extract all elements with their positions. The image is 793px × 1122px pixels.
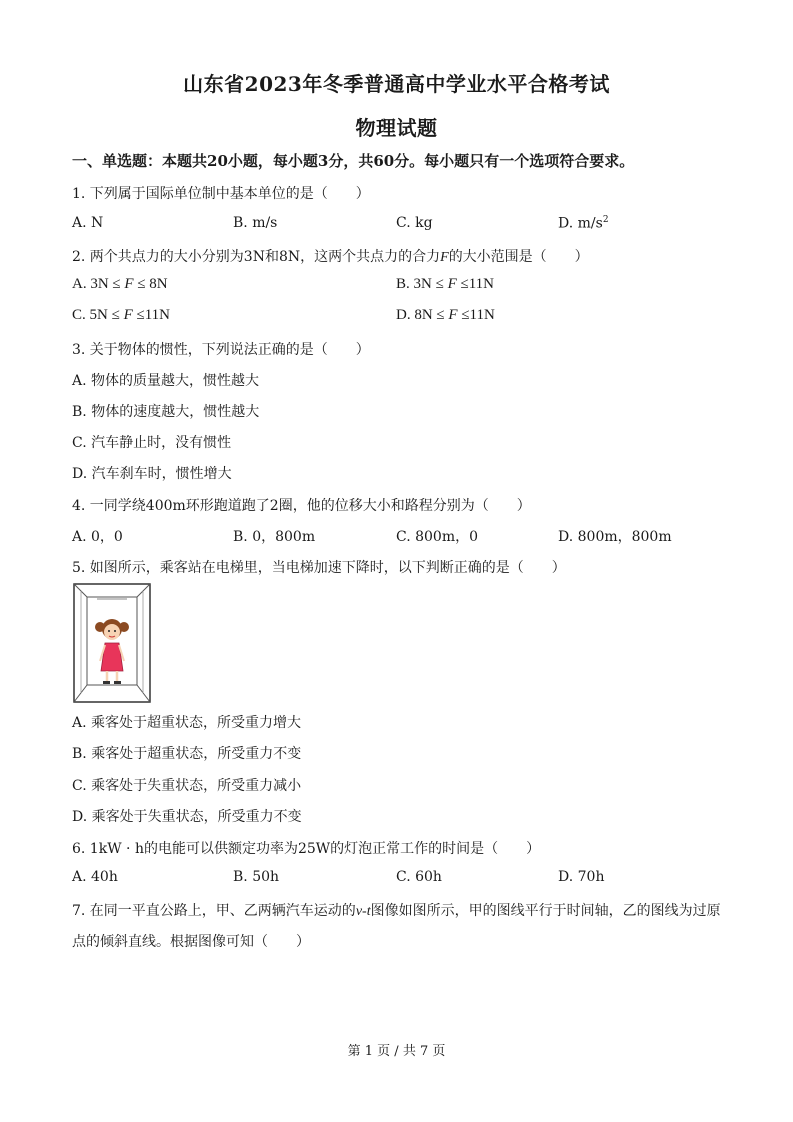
- page-footer: 第 1 页 / 共 7 页: [347, 1044, 446, 1059]
- exam-title: 山东省2023年冬季普通高中学业水平合格考试: [183, 72, 610, 96]
- q3-stem: 3. 关于物体的惯性，下列说法正确的是（ ）: [72, 342, 370, 358]
- q4-stem: 4. 一同学绕400m环形跑道跑了2圈，他的位移大小和路程分别为（ ）: [72, 498, 531, 514]
- q2-option-a: A. 3N ≤ F ≤ 8N: [72, 276, 168, 292]
- q7-stem-line2: 点的倾斜直线。根据图像可知（ ）: [72, 934, 310, 950]
- q2-stem: 2. 两个共点力的大小分别为3N和8N，这两个共点力的合力F的大小范围是（ ）: [72, 249, 589, 265]
- section-heading: 一、单选题：本题共20小题，每小题3分，共60分。每小题只有一个选项符合要求。: [72, 152, 635, 170]
- q1-option-d: D. $m/s^2$: [558, 215, 609, 232]
- q3-option-d: D. 汽车刹车时，惯性增大: [72, 466, 232, 482]
- q6-stem: 6. 1kW · h的电能可以供额定功率为25W的灯泡正常工作的时间是（ ）: [72, 841, 541, 857]
- q5-option-b: B. 乘客处于超重状态，所受重力不变: [72, 746, 302, 762]
- q6-option-d: D. 70h: [558, 869, 605, 885]
- q5-option-a: A. 乘客处于超重状态，所受重力增大: [72, 715, 302, 731]
- q6-option-c: C. 60h: [396, 869, 442, 885]
- q4-option-c: C. 800m，0: [396, 529, 479, 545]
- q4-option-d: D. 800m，800m: [558, 529, 672, 545]
- q3-option-c: C. 汽车静止时，没有惯性: [72, 435, 232, 451]
- q3-option-b: B. 物体的速度越大，惯性越大: [72, 404, 260, 420]
- q2-option-b: B. 3N ≤ F ≤11N: [396, 276, 495, 292]
- q1-stem: 1. 下列属于国际单位制中基本单位的是（ ）: [72, 186, 370, 202]
- q7-stem: 7. 在同一平直公路上，甲、乙两辆汽车运动的v-t图像如图所示，甲的图线平行于时间轴，乙的图线为过原: [72, 903, 721, 919]
- q3-option-a: A. 物体的质量越大，惯性越大: [72, 373, 260, 389]
- q6-option-a: A. 40h: [72, 869, 118, 885]
- elevator-passenger-figure: [73, 583, 151, 703]
- q1-option-c: C. kg: [396, 215, 433, 231]
- q1-option-a: A. N: [72, 215, 104, 231]
- q4-option-b: B. 0，800m: [233, 529, 316, 545]
- q5-option-d: D. 乘客处于失重状态，所受重力不变: [72, 809, 302, 825]
- q1-option-b: B. m/s: [233, 215, 278, 231]
- q5-option-c: C. 乘客处于失重状态，所受重力减小: [72, 778, 302, 794]
- exam-subtitle: 物理试题: [355, 116, 438, 140]
- q6-option-b: B. 50h: [233, 869, 280, 885]
- q2-option-d: D. 8N ≤ F ≤11N: [396, 307, 495, 323]
- q5-stem: 5. 如图所示，乘客站在电梯里，当电梯加速下降时，以下判断正确的是（ ）: [72, 560, 566, 576]
- q4-option-a: A. 0，0: [72, 529, 123, 545]
- q2-option-c: C. 5N ≤ F ≤11N: [72, 307, 171, 323]
